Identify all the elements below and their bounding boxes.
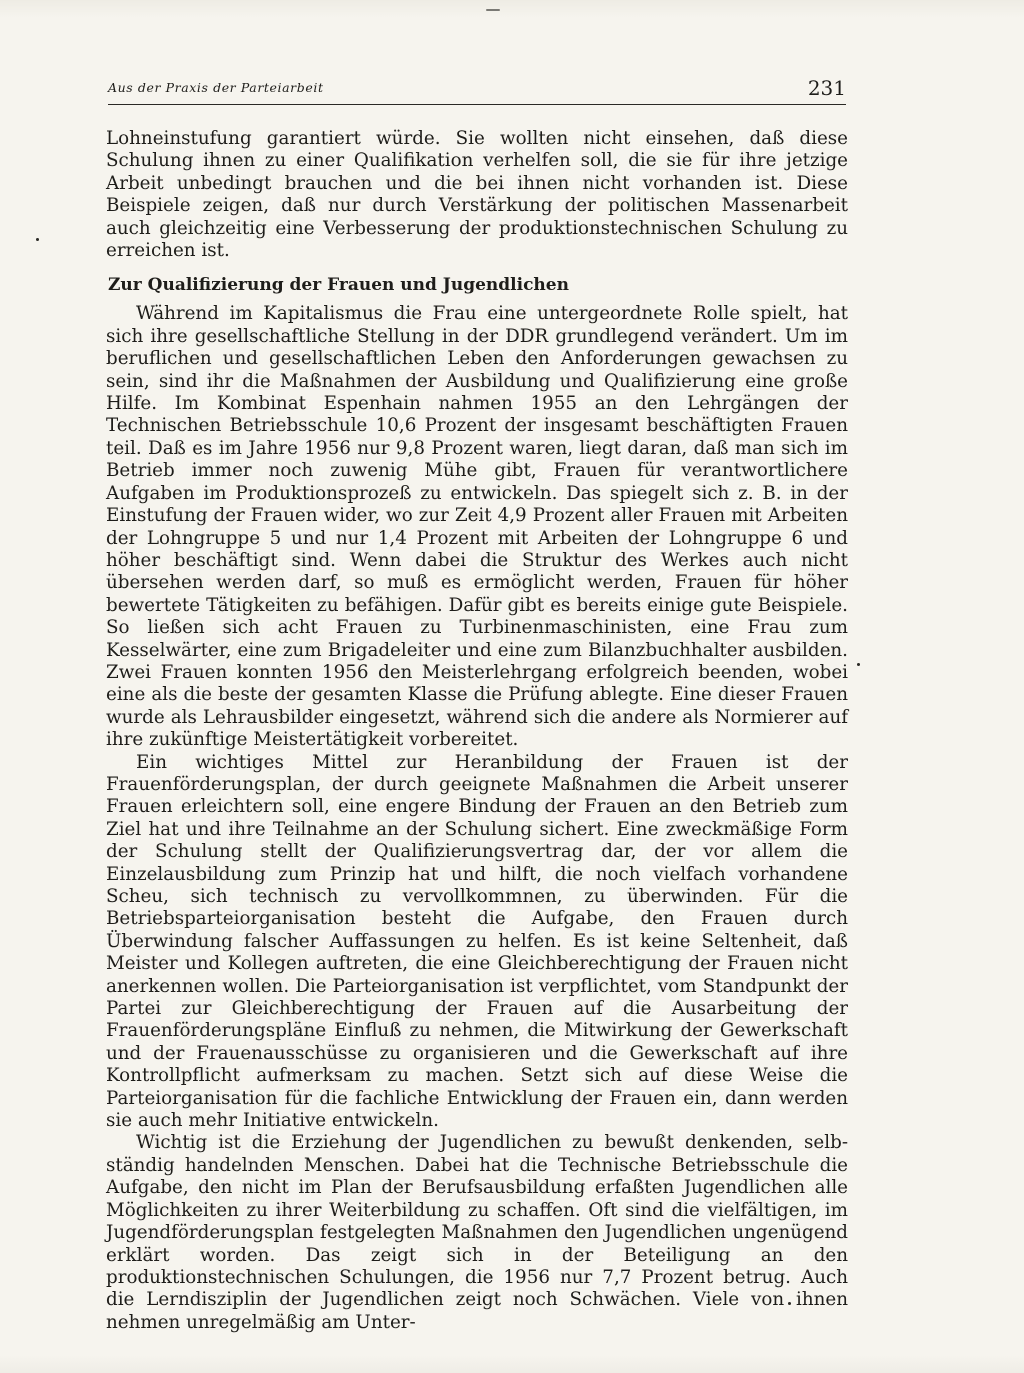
article-body: [106, 128, 848, 1334]
print-speck: [486, 9, 500, 11]
running-title: Aus der Praxis der Parteiarbeit: [108, 80, 324, 95]
paragraph-continuation: Lohneinstufung garantiert würde. Sie wollten nicht einsehen, daß diese Schulung ihnen zu einer Qualifikation verhelfen soll, die sie für ihre jetzige Arbeit unbedingt brauchen und die bei ihnen nicht vorhanden ist. Diese Beispiele zeigen, daß nur durch Verstärkung der politischen Massenarbeit auch gleichzeitig eine Verbesserung der produktionstechnischen Schulung zu erreichen ist.: [106, 128, 848, 262]
paragraph-youth: Wichtig ist die Erziehung der Jugendlichen zu bewußt denkenden, selbständig handelnden Menschen. Dabei hat die Technische Betriebsschule die Aufgabe, den nicht im Plan der Berufsausbildung erfaßten Jugendlichen alle Möglichkeiten zu ihrer Weiterbildung zu schaffen. Oft sind die vielfältigen, im Jugendförderungsplan festgelegten Maßnahmen den Jugendlichen ungenügend erklärt worden. Das zeigt sich in der Beteiligung an den produktionstechnischen Schulungen, die 1956 nur 7,7 Prozent betrug. Auch die Lerndisziplin der Jugendlichen zeigt noch Schwächen. Viele von ihnen nehmen unregelmäßig am Unter-: [106, 1132, 848, 1333]
paragraph-women-plan: Ein wichtiges Mittel zur Heranbildung der Frauen ist der Frauenförderungsplan, der durch geeignete Maßnahmen die Arbeit unserer Frauen erleichtern soll, eine engere Bindung der Frauen an den Betrieb zum Ziel hat und ihre Teilnahme an der Schulung sichert. Eine zweckmäßige Form der Schulung stellt der Qualifizierungsvertrag dar, der vor allem die Einzelausbildung zum Prinzip hat und hilft, die noch vielfach vorhandene Scheu, sich technisch zu vervollkommnen, zu überwinden. Für die Betriebsparteiorganisation besteht die Aufgabe, den Frauen durch Überwindung falscher Auffassungen zu helfen. Es ist keine Seltenheit, daß Meister und Kollegen auftreten, die eine Gleichberechtigung der Frauen nicht anerkennen wollen. Die Parteiorganisation ist verpflichtet, vom Standpunkt der Partei zur Gleichberechtigung der Frauen auf die Ausarbeitung der Frauenförderungspläne Einfluß zu nehmen, die Mitwirkung der Gewerkschaft und der Frauenausschüsse zu organisieren und die Gewerkschaft auf ihre Kontrollpflicht aufmerksam zu machen. Setzt sich auf diese Weise die Parteiorganisation für die fachliche Entwicklung der Frauen ein, dann werden sie auch mehr Initiative entwickeln.: [106, 751, 848, 1132]
page-number: 231: [807, 76, 846, 100]
print-speck: [857, 663, 860, 666]
running-head: [108, 78, 846, 104]
header-rule: [108, 104, 846, 105]
section-heading: Zur Qualifizierung der Frauen und Jugendlichen: [108, 275, 569, 296]
print-speck: [36, 238, 39, 241]
paragraph-women-qualification: Während im Kapitalismus die Frau eine untergeordnete Rolle spielt, hat sich ihre gesellschaftliche Stellung in der DDR grundlegend verändert. Um im beruflichen und gesellschaftlichen Leben den Anforderungen gewachsen zu sein, sind ihr die Maßnahmen der Ausbildung und Qualifizierung eine große Hilfe. Im Kombinat Espenhain nahmen 1955 an den Lehrgängen der Technischen Betriebsschule 10,6 Prozent der insgesamt beschäftigten Frauen teil. Daß es im Jahre 1956 nur 9,8 Prozent waren, liegt daran, daß man sich im Betrieb immer noch zuwenig Mühe gibt, Frauen für verantwortlichere Aufgaben im Produktionsprozeß zu entwickeln. Das spiegelt sich z. B. in der Einstufung der Frauen wider, wo zur Zeit 4,9 Prozent aller Frauen mit Arbeiten der Lohngruppe 5 und nur 1,4 Prozent mit Arbeiten der Lohngruppe 6 und höher beschäftigt sind. Wenn dabei die Struktur des Werkes auch nicht übersehen werden darf, so muß es ermöglicht werden, Frauen für höher bewertete Tätigkeiten zu befähigen. Dafür gibt es bereits einige gute Beispiele. So ließen sich acht Frauen zu Turbinenmaschinisten, eine Frau zum Kesselwärter, eine zum Brigadeleiter und eine zum Bilanzbuchhalter ausbilden. Zwei Frauen konnten 1956 den Meisterlehrgang erfolgreich beenden, wobei eine als die beste der gesamten Klasse die Prüfung ablegte. Eine dieser Frauen wurde als Lehrausbilder eingesetzt, während sich die andere als Normierer auf ihre zukünftige Meistertätigkeit vorbereitet.: [106, 303, 848, 751]
